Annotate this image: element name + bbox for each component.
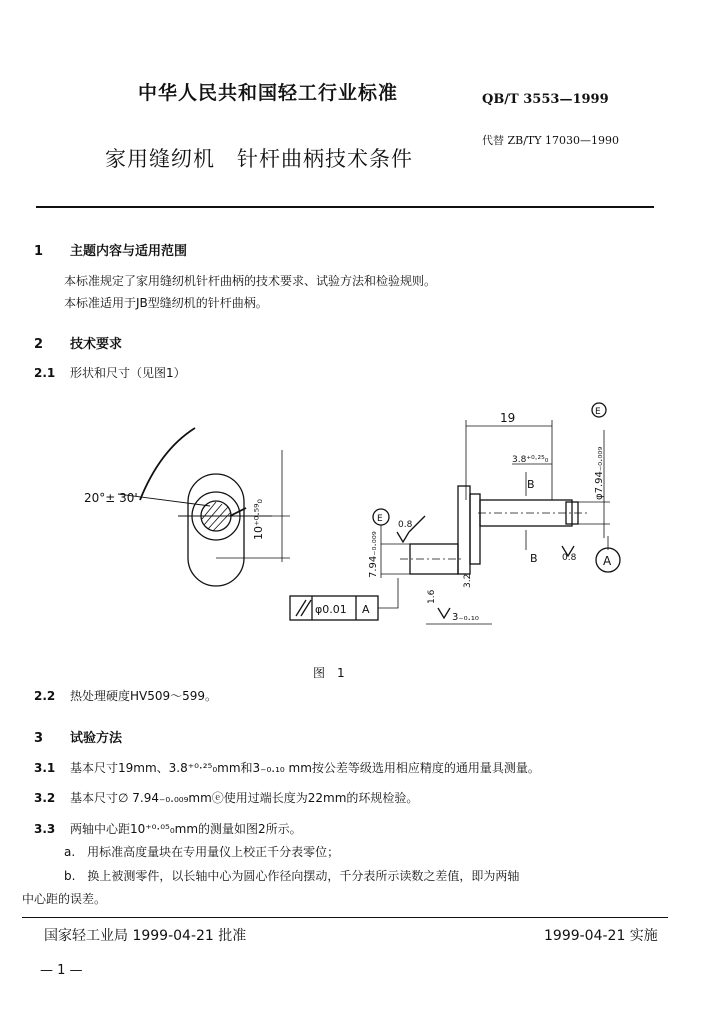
section-2-heading: [34, 333, 122, 352]
clause-2-1: [34, 364, 186, 381]
section-1-number: 1: [34, 244, 44, 259]
clause-3-3-item-b: b. 换上被测零件，以长轴中心为圆心作径向摆动，千分表所示读数之差值，即为两轴: [64, 869, 520, 883]
section-1-title: 主题内容与适用范围: [70, 244, 188, 259]
datum-b-bottom-label: B: [530, 552, 538, 565]
roughness-0-8-label: 0.8: [398, 520, 413, 530]
clause-2-1-number: 2.1: [34, 366, 56, 380]
dim-19-label: 19: [500, 411, 516, 425]
roughness-symbol-0-8: [397, 532, 409, 542]
parallelism-icon-line-1: [296, 600, 306, 616]
clause-2-2-number: 2.2: [34, 689, 56, 703]
clause-3-1: [34, 759, 540, 776]
clause-2-1-text: 形状和尺寸（见图1）: [70, 366, 186, 380]
dim-794-left-label: 7.94₋₀.₀₀₉: [368, 531, 379, 578]
flange-left: [458, 486, 470, 574]
section-3-number: 3: [34, 731, 44, 746]
clause-3-3-number: 3.3: [34, 822, 56, 836]
roughness-1-6-label: 1.6: [427, 589, 437, 604]
parallelism-icon-line-2: [301, 600, 311, 616]
clause-2-2: [34, 687, 217, 704]
roughness-symbol-1-6: [438, 608, 450, 618]
dim-3-8-label: 3.8⁺⁰·²⁵₀: [512, 455, 549, 465]
footer-divider: [22, 917, 668, 918]
clause-3-1-text: 基本尺寸19mm、3.8⁺⁰·²⁵₀mm和3₋₀.₁₀ mm按公差等级选用相应精度的通用量具测量。: [70, 761, 540, 775]
clause-3-2-number: 3.2: [34, 791, 56, 805]
clause-3-3-text: 两轴中心距10⁺⁰·⁰⁵₀mm的测量如图2所示。: [70, 822, 302, 836]
angle-label: 20°± 30': [84, 491, 138, 505]
clause-3-3-item-a: a. 用标准高度量块在专用量仪上校正千分表零位；: [64, 845, 340, 859]
clause-2-2-text: 热处理硬度HV509～599。: [70, 689, 218, 703]
page-number: — 1 —: [40, 963, 83, 978]
clause-3-3: [34, 820, 302, 837]
figure-caption: 图 1: [313, 666, 345, 680]
dim-3-label: 3₋₀.₁₀: [452, 612, 479, 623]
document-title: 家用缝纫机 针杆曲柄技术条件: [105, 147, 413, 171]
circle-e-right-label: E: [595, 407, 601, 417]
clause-3-1-number: 3.1: [34, 761, 56, 775]
clause-3-2-text: 基本尺寸∅ 7.94₋₀.₀₀₉mmⓔ使用过端长度为22mm的环规检验。: [70, 791, 419, 805]
circle-e-left-label: E: [377, 514, 383, 524]
footer-effective-date: 1999-04-21 实施: [544, 928, 658, 944]
datum-b-top-label: B: [527, 478, 535, 491]
replaces-code: 代替 ZB/TY 17030—1990: [482, 134, 620, 147]
clause-3-3-item-b-continuation: 中心距的误差。: [22, 892, 107, 906]
section-2-number: 2: [34, 337, 44, 352]
figure-1-drawing: [0, 390, 712, 680]
section-2-title: 技术要求: [70, 337, 123, 352]
standard-org: 中华人民共和国轻工行业标准: [138, 82, 399, 104]
section-3-title: 试验方法: [70, 731, 123, 746]
section-3-heading: [34, 727, 122, 746]
footer-issuer: 国家轻工业局 1999-04-21 批准: [44, 928, 247, 944]
section-1-heading: [34, 240, 187, 259]
flange-right: [470, 494, 480, 564]
roughness-3-2-label: 3.2: [463, 573, 473, 588]
section-1-paragraph-2: 本标准适用于JB型缝纫机的针杆曲柄。: [64, 296, 268, 310]
clause-3-2: [34, 789, 418, 806]
roughness-0-6-label: 0.8: [562, 553, 577, 563]
standard-code: QB/T 3553—1999: [482, 92, 609, 107]
datum-a-label: A: [603, 554, 612, 568]
dim-794-vertical-label: φ7.94₋₀.₀₀₉: [594, 446, 605, 500]
arc-reference-line: [140, 428, 195, 500]
dim-10-label: 10⁺⁰·⁵⁹₀: [252, 499, 265, 540]
header-divider: [36, 206, 654, 208]
section-1-paragraph-1: 本标准规定了家用缝纫机针杆曲柄的技术要求、试验方法和检验规则。: [64, 274, 437, 288]
tolerance-leader: [378, 578, 398, 608]
tolerance-value: φ0.01: [315, 603, 347, 616]
tolerance-datum: A: [362, 603, 370, 616]
